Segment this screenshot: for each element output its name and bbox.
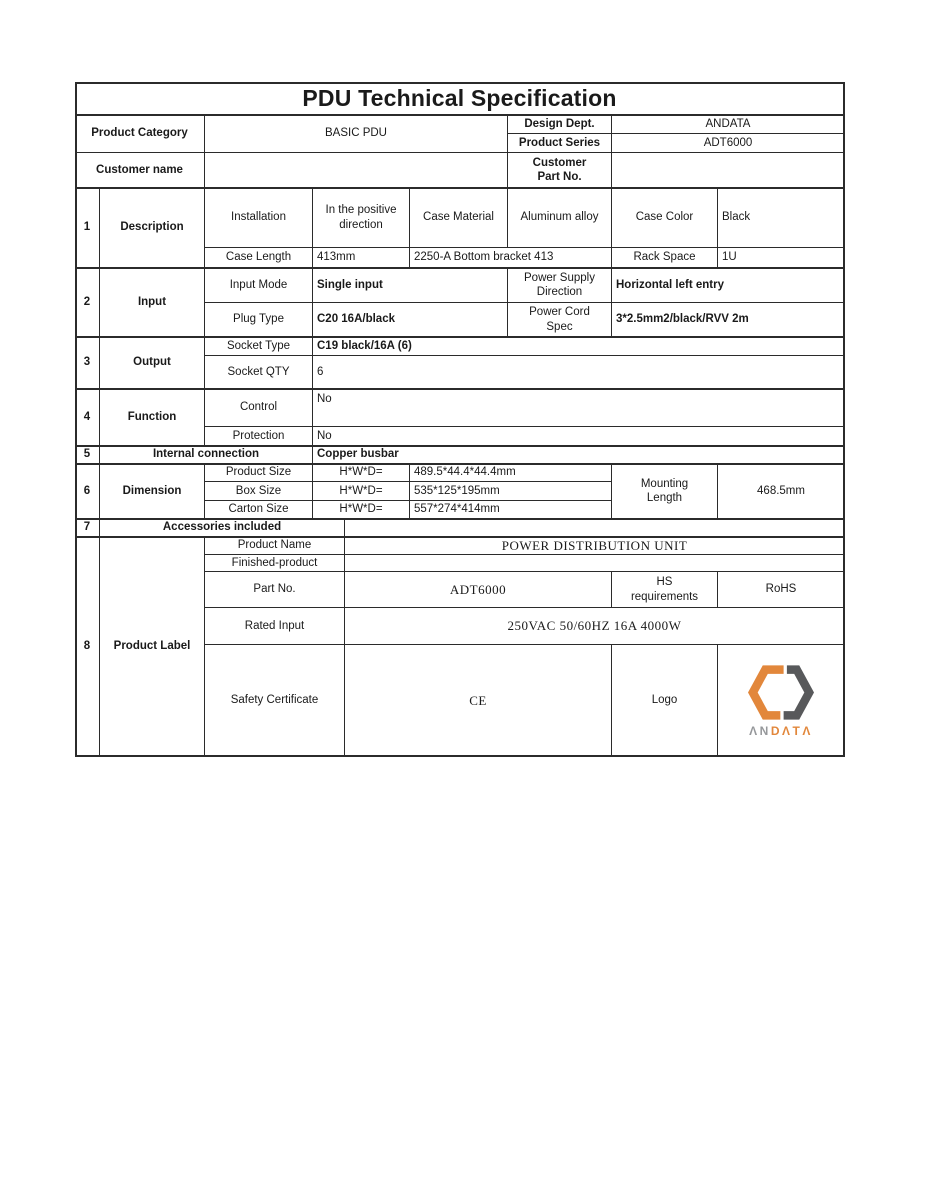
case-length-label: Case Length [205,248,313,268]
internal-connection-value: Copper busbar [313,446,845,464]
product-size-value: 489.5*44.4*44.4mm [410,464,612,482]
separator-s5 [75,463,845,465]
rack-space-value: 1U [718,248,845,268]
section-8-number: 8 [75,537,100,757]
design-dept-value: ANDATA [612,115,845,134]
socket-qty-label: Socket QTY [205,356,313,389]
andata-logo [748,665,814,737]
mounting-length-value: 468.5mm [718,464,845,519]
box-size-value: 535*125*195mm [410,482,612,501]
finished-product-value [345,555,845,572]
customer-name-value [205,153,508,188]
section-7-number: 7 [75,519,100,537]
rack-space-label: Rack Space [612,248,718,268]
case-color-label: Case Color [612,188,718,248]
input-mode-value: Single input [313,268,508,303]
separator-s7 [75,536,845,538]
customer-name-label: Customer name [75,153,205,188]
page-title: PDU Technical Specification [75,82,845,115]
finished-product-label: Finished-product [205,555,345,572]
protection-value: No [313,427,845,446]
power-cord-spec-value: 3*2.5mm2/black/RVV 2m [612,303,845,337]
power-cord-spec-label: Power Cord Spec [508,303,612,337]
section-8-title: Product Label [100,537,205,757]
part-no-value: ADT6000 [345,572,612,608]
separator-s4 [75,445,845,447]
accessories-value [345,519,845,537]
separator-header [75,187,845,189]
carton-size-label: Carton Size [205,501,313,519]
case-length-value: 413mm [313,248,410,268]
product-series-label: Product Series [508,134,612,153]
plug-type-label: Plug Type [205,303,313,337]
product-size-label: Product Size [205,464,313,482]
product-category-value: BASIC PDU [205,115,508,153]
separator-s1 [75,267,845,269]
safety-certificate-label: Safety Certificate [205,645,345,757]
plug-type-value: C20 16A/black [313,303,508,337]
logo-label: Logo [612,645,718,757]
mounting-length-label: Mounting Length [612,464,718,519]
bottom-bracket-value: 2250-A Bottom bracket 413 [410,248,612,268]
section-1-number: 1 [75,188,100,268]
carton-size-formula: H*W*D= [313,501,410,519]
section-2-number: 2 [75,268,100,337]
section-1-title: Description [100,188,205,268]
customer-part-no-value [612,153,845,188]
product-category-label: Product Category [75,115,205,153]
section-6-number: 6 [75,464,100,519]
section-4-title: Function [100,389,205,446]
rated-input-label: Rated Input [205,608,345,645]
wordmark-orange-part: DΛTΛ [770,723,813,738]
input-mode-label: Input Mode [205,268,313,303]
section-5-number: 5 [75,446,100,464]
section-3-title: Output [100,337,205,389]
spec-table [75,82,845,757]
box-size-formula: H*W*D= [313,482,410,501]
safety-certificate-value: CE [345,645,612,757]
wordmark-gray-part: ΛN [749,723,771,738]
design-dept-label: Design Dept. [508,115,612,134]
product-name-value: POWER DISTRIBUTION UNIT [345,537,845,555]
logo-cell [718,645,845,757]
separator-s2 [75,336,845,338]
socket-type-value: C19 black/16A (6) [313,337,845,356]
product-series-value: ADT6000 [612,134,845,153]
box-size-label: Box Size [205,482,313,501]
andata-hexagon-icon [748,665,814,720]
product-name-label: Product Name [205,537,345,555]
andata-wordmark [749,725,813,737]
installation-label: Installation [205,188,313,248]
control-value: No [313,389,845,427]
section-5-title: Internal connection [100,446,313,464]
separator-title [75,114,845,116]
installation-value: In the positive direction [313,188,410,248]
socket-type-label: Socket Type [205,337,313,356]
hs-requirements-value: RoHS [718,572,845,608]
case-material-value: Aluminum alloy [508,188,612,248]
case-color-value: Black [718,188,845,248]
part-no-label: Part No. [205,572,345,608]
separator-s3 [75,388,845,390]
control-label: Control [205,389,313,427]
hs-requirements-label: HS requirements [612,572,718,608]
rated-input-value: 250VAC 50/60HZ 16A 4000W [345,608,845,645]
carton-size-value: 557*274*414mm [410,501,612,519]
socket-qty-value: 6 [313,356,845,389]
customer-part-no-label: Customer Part No. [508,153,612,188]
power-supply-direction-value: Horizontal left entry [612,268,845,303]
section-2-title: Input [100,268,205,337]
power-supply-direction-label: Power Supply Direction [508,268,612,303]
section-3-number: 3 [75,337,100,389]
product-size-formula: H*W*D= [313,464,410,482]
section-6-title: Dimension [100,464,205,519]
case-material-label: Case Material [410,188,508,248]
separator-s6 [75,518,845,520]
section-7-title: Accessories included [100,519,345,537]
section-4-number: 4 [75,389,100,446]
protection-label: Protection [205,427,313,446]
